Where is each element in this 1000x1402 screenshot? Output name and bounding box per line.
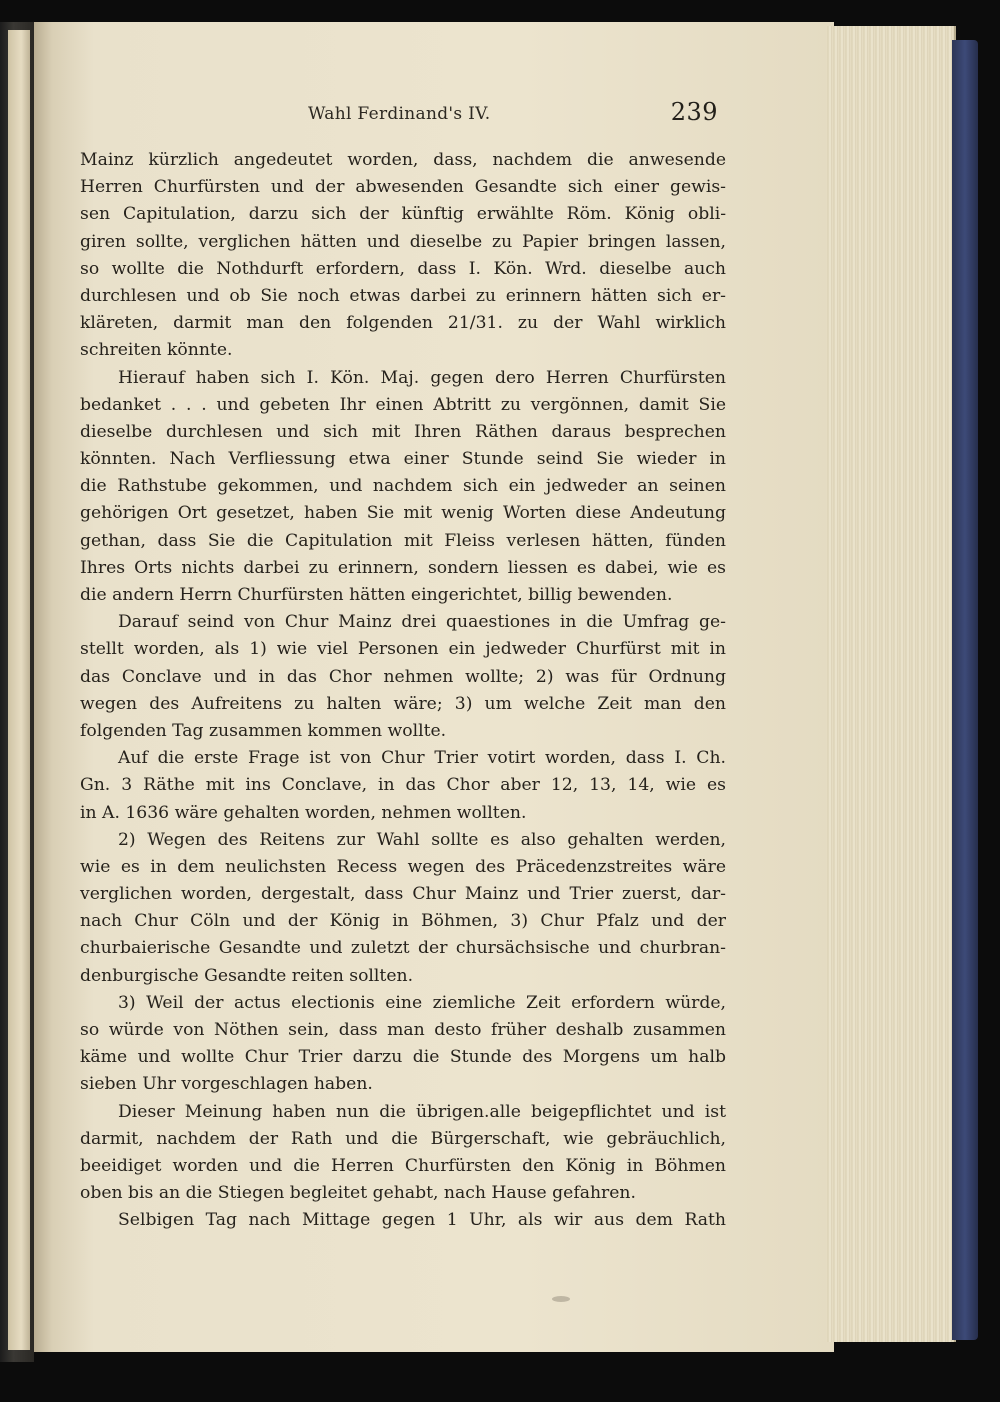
text-line: die Rathstube gekommen, und nachdem sich ein jedweder an seinen [80, 476, 726, 497]
paragraph [80, 147, 726, 365]
text-line: bedanket . . . und gebeten Ihr einen Abtritt zu vergönnen, damit Sie [80, 394, 726, 415]
paragraph [80, 1207, 726, 1234]
text-line: wegen des Aufreitens zu halten wäre; 3) um welche Zeit man den [80, 693, 726, 714]
text-line: verglichen worden, dergestalt, dass Chur Mainz und Trier zuerst, dar- [80, 884, 726, 905]
text-line: Darauf seind von Chur Mainz drei quaestiones in die Umfrag ge- [118, 612, 726, 633]
text-line: churbaierische Gesandte und zuletzt der chursächsische und churbran- [80, 938, 726, 959]
page-number: 239 [670, 98, 718, 126]
text-line: käme und wollte Chur Trier darzu die Stunde des Morgens um halb [80, 1047, 726, 1068]
ink-smudge [552, 1296, 570, 1302]
text-line: dieselbe durchlesen und sich mit Ihren Räthen daraus besprechen [80, 421, 726, 442]
paragraph [80, 1099, 726, 1208]
page-block-edges [826, 26, 956, 1342]
text-line: Mainz kürzlich angedeutet worden, dass, nachdem die anwesende [80, 150, 726, 170]
text-line: darmit, nachdem der Rath und die Bürgerschaft, wie gebräuchlich, [80, 1128, 726, 1149]
paragraph [80, 745, 726, 827]
running-title: Wahl Ferdinand's IV. [308, 104, 491, 124]
body-text [80, 147, 726, 1235]
text-line: so würde von Nöthen sein, dass man desto früher deshalb zusammen [80, 1020, 726, 1040]
text-line: sen Capitulation, darzu sich der künftig erwählte Röm. König obli- [80, 204, 726, 225]
text-line: denburgische Gesandte reiten sollten. [80, 965, 414, 986]
text-line: Ihres Orts nichts darbei zu erinnern, sondern liessen es dabei, wie es [80, 557, 726, 578]
text-line: wie es in dem neulichsten Recess wegen des Präcedenzstreites wäre [80, 856, 726, 877]
text-line: das Conclave und in das Chor nehmen wollte; 2) was für Ordnung [80, 666, 726, 687]
text-line: in A. 1636 wäre gehalten worden, nehmen wollten. [80, 802, 527, 823]
text-line: Gn. 3 Räthe mit ins Conclave, in das Chor aber 12, 13, 14, wie es [80, 775, 726, 796]
text-line: könnten. Nach Verfliessung etwa einer Stunde seind Sie wieder in [80, 449, 726, 470]
text-line: folgenden Tag zusammen kommen wollte. [80, 720, 447, 741]
text-line: Hierauf haben sich I. Kön. Maj. gegen dero Herren Churfürsten [118, 367, 726, 388]
paragraph [80, 990, 726, 1099]
text-line: 3) Weil der actus electionis eine ziemliche Zeit erfordern würde, [118, 992, 726, 1013]
paragraph [80, 609, 726, 745]
text-line: kläreten, darmit man den folgenden 21/31. zu der Wahl wirklich [80, 313, 726, 334]
text-line: sieben Uhr vorgeschlagen haben. [80, 1074, 373, 1095]
text-line: oben bis an die Stiegen begleitet gehabt, nach Hause gefahren. [80, 1183, 636, 1204]
text-line: durchlesen und ob Sie noch etwas darbei zu erinnern hätten sich er- [80, 285, 726, 306]
text-line: Auf die erste Frage ist von Chur Trier votirt worden, dass I. Ch. [118, 748, 726, 769]
text-line: gehörigen Ort gesetzet, haben Sie mit wenig Worten diese Andeutung [80, 503, 726, 524]
text-line: stellt worden, als 1) wie viel Personen ein jedweder Churfürst mit in [80, 639, 726, 660]
text-line: beeidiget worden und die Herren Churfürsten den König in Böhmen [80, 1155, 726, 1176]
text-line: Selbigen Tag nach Mittage gegen 1 Uhr, als wir aus dem Rath [118, 1210, 726, 1231]
paragraph [80, 365, 726, 610]
text-line: 2) Wegen des Reitens zur Wahl sollte es also gehalten werden, [118, 829, 726, 850]
book-cover-right [952, 40, 978, 1340]
text-line: giren sollte, verglichen hätten und dieselbe zu Papier bringen lassen, [80, 231, 726, 252]
paragraph [80, 827, 726, 990]
text-line: die andern Herrn Churfürsten hätten eingerichtet, billig bewenden. [80, 585, 673, 605]
page-header [80, 98, 720, 128]
text-line: schreiten könnte. [80, 340, 233, 361]
text-line: gethan, dass Sie die Capitulation mit Fleiss verlesen hätten, fünden [80, 530, 726, 551]
text-line: nach Chur Cöln und der König in Böhmen, 3) Chur Pfalz und der [80, 911, 726, 932]
text-line: so wollte die Nothdurft erfordern, dass I. Kön. Wrd. dieselbe auch [80, 258, 726, 279]
facing-page-edge [8, 30, 30, 1350]
text-line: Herren Churfürsten und der abwesenden Gesandte sich einer gewis- [80, 177, 726, 198]
text-line: Dieser Meinung haben nun die übrigen.alle beigepflichtet und ist [118, 1101, 726, 1122]
